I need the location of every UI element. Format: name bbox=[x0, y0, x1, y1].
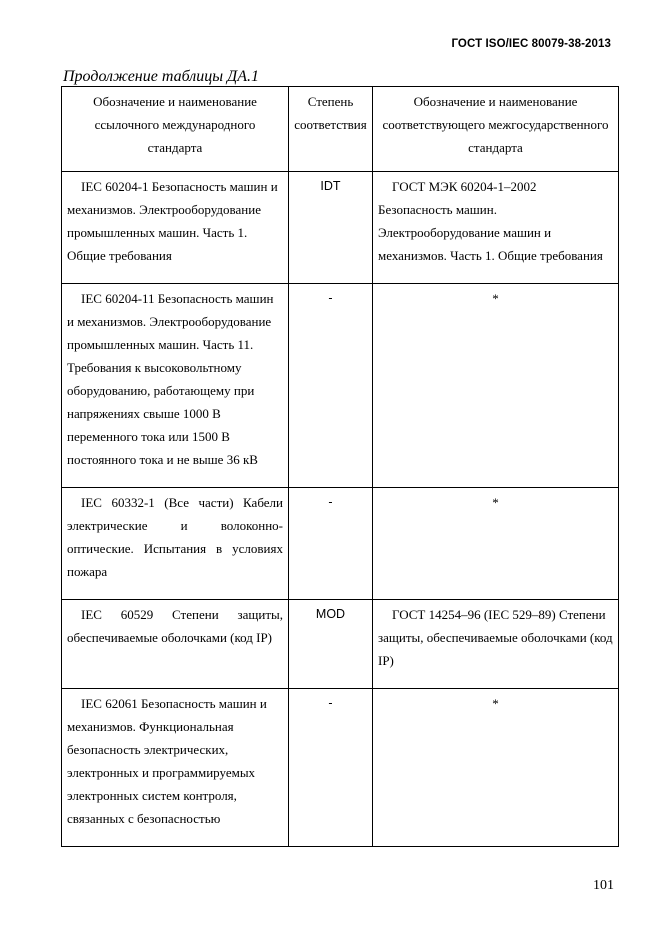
table-row bbox=[62, 172, 619, 284]
header-degree-of-correspondence: Степень соответствия bbox=[289, 87, 373, 172]
international-standard-cell: IEC 60332-1 (Все части) Кабели электрические и волоконно-оптические. Испытания в условиях пожара bbox=[62, 488, 289, 600]
international-standard-cell: IEC 60529 Степени защиты, обеспечиваемые оболочками (код IP) bbox=[62, 600, 289, 689]
table-row bbox=[62, 600, 619, 689]
standards-correspondence-table bbox=[61, 86, 619, 847]
header-interstate-standard: Обозначение и наименование соответствующего межгосударственного стандарта bbox=[373, 87, 619, 172]
interstate-standard-cell: * bbox=[373, 488, 619, 600]
interstate-standard-cell: ГОСТ МЭК 60204-1–2002 Безопасность машин. Электрооборудование машин и механизмов. Часть 1. Общие требования bbox=[373, 172, 619, 284]
international-standard-cell: IEC 60204-11 Безопасность машин и механизмов. Электрооборудование промышленных машин. Часть 11. Требования к высоковольтному оборудованию, работающему при напряжениях свыше 1000 В переменного тока или 1500 В постоянного тока и не выше 36 кВ bbox=[62, 284, 289, 488]
international-standard-cell: IEC 62061 Безопасность машин и механизмов. Функциональная безопасность электрических, электронных и программируемых электронных систем контроля, связанных с безопасностью bbox=[62, 689, 289, 847]
interstate-standard-cell: * bbox=[373, 689, 619, 847]
table-row bbox=[62, 488, 619, 600]
table-row bbox=[62, 284, 619, 488]
page-number: 101 bbox=[593, 878, 614, 893]
interstate-standard-cell: ГОСТ 14254–96 (IEC 529–89) Степени защиты, обеспечиваемые оболочками (код IP) bbox=[373, 600, 619, 689]
international-standard-cell: IEC 60204-1 Безопасность машин и механизмов. Электрооборудование промышленных машин. Часть 1. Общие требования bbox=[62, 172, 289, 284]
degree-cell: - bbox=[289, 284, 373, 488]
table-caption: Продолжение таблицы ДА.1 bbox=[63, 68, 259, 85]
table-row bbox=[62, 689, 619, 847]
degree-cell: MOD bbox=[289, 600, 373, 689]
header-international-standard: Обозначение и наименование ссылочного международного стандарта bbox=[62, 87, 289, 172]
degree-cell: IDT bbox=[289, 172, 373, 284]
document-header-code: ГОСТ ISO/IEC 80079-38-2013 bbox=[451, 38, 611, 50]
degree-cell: - bbox=[289, 488, 373, 600]
interstate-standard-cell: * bbox=[373, 284, 619, 488]
table-header-row bbox=[62, 87, 619, 172]
degree-cell: - bbox=[289, 689, 373, 847]
